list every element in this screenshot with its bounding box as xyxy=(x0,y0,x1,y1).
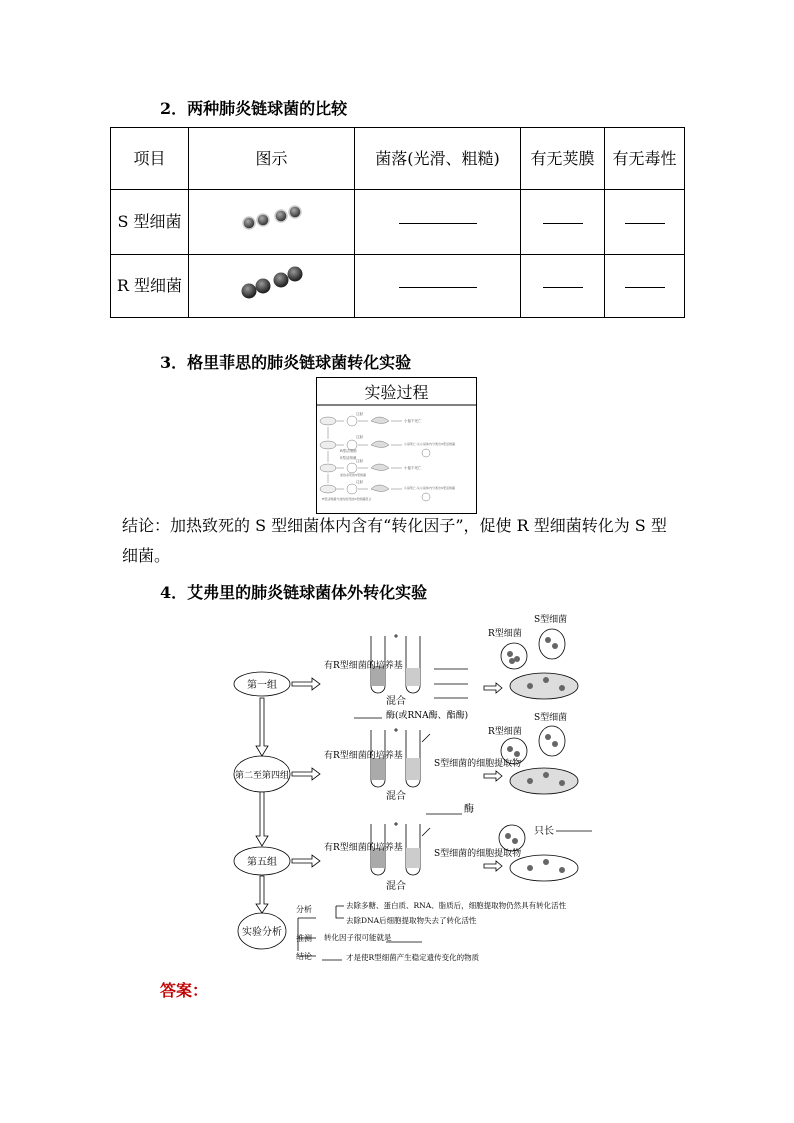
header-colony: 菌落(光滑、粗糙) xyxy=(355,128,521,190)
blank-capsule-r[interactable] xyxy=(521,255,605,318)
blank-capsule-s[interactable] xyxy=(521,190,605,255)
r-bacteria-diagram xyxy=(189,255,355,318)
extract-label-3: S型细菌的细胞提取物 xyxy=(434,849,522,859)
row-label-r: R 型细菌 xyxy=(111,255,189,318)
enzyme-note: 酶(或RNA酶、酯酶) xyxy=(386,711,469,721)
analysis-fenxi: 分析 xyxy=(296,905,312,914)
section-4-title: 4．艾弗里的肺炎链球菌体外转化实验 xyxy=(160,583,428,602)
analysis-line-2: 去除DNA后细胞提取物失去了转化活性 xyxy=(346,916,477,925)
blank-colony-r[interactable] xyxy=(355,255,521,318)
analysis-line-3: 转化因子很可能就是 xyxy=(324,933,392,942)
s-label-2: S型细菌 xyxy=(534,713,568,723)
header-item: 项目 xyxy=(111,128,189,190)
r-label-1: R型细菌 xyxy=(488,629,522,639)
figure-label-8: R型活细菌 xyxy=(340,449,357,453)
r-bacteria-cells xyxy=(237,261,307,301)
avery-experiment-figure xyxy=(226,606,606,970)
figure-label-9: S型活细菌 xyxy=(340,456,357,460)
blank-toxicity-r[interactable] xyxy=(605,255,685,318)
medium-label-2: 有R型细菌的培养基 xyxy=(324,751,403,761)
figure-title: 实验过程 xyxy=(364,383,429,402)
figure-label-10: 加热杀死的S型细菌 xyxy=(340,473,367,477)
section-2-title: 2．两种肺炎链球菌的比较 xyxy=(160,99,348,118)
figure-label-7: 小鼠死亡,从小鼠体内分离出S型活细菌 xyxy=(404,486,456,490)
r-label-2: R型细菌 xyxy=(488,727,522,737)
mix-label-3: 混合 xyxy=(386,881,406,892)
extract-label-2: S型细菌的细胞提取物 xyxy=(434,759,522,769)
table-header-row xyxy=(111,128,685,190)
mix-label-2: 混合 xyxy=(386,791,406,802)
row-label-s: S 型细菌 xyxy=(111,190,189,255)
figure-label-6: 小鼠不死亡 xyxy=(404,466,422,470)
figure-label-0: 注射 xyxy=(356,412,363,416)
s-label-1: S型细菌 xyxy=(534,615,568,625)
header-diagram: 图示 xyxy=(189,128,355,190)
comparison-table xyxy=(110,127,685,318)
figure-label-2: 注射 xyxy=(356,459,363,463)
only-label: 只长 xyxy=(534,826,554,837)
header-toxicity: 有无毒性 xyxy=(605,128,685,190)
group-2-4-label: 第二至第四组 xyxy=(234,771,290,781)
figure-label-5: 小鼠死亡,从小鼠体内分离出S型活细菌 xyxy=(404,442,456,446)
section-3-conclusion: 结论：加热致死的 S 型细菌体内含有“转化因子”，促使 R 型细菌转化为 S 型细菌。 xyxy=(122,516,667,565)
griffith-experiment-figure xyxy=(316,377,477,514)
section-3-title: 3．格里菲思的肺炎链球菌转化实验 xyxy=(160,353,412,372)
analysis-tuice: 推测 xyxy=(296,934,312,943)
analysis-line-1: 去除多糖、蛋白质、RNA、脂质后，细胞提取物仍然具有转化活性 xyxy=(346,901,567,910)
answer-label: 答案： xyxy=(160,981,209,1000)
analysis-line-4: 才是使R型细菌产生稳定遗传变化的物质 xyxy=(346,953,480,962)
figure-label-1: 注射 xyxy=(356,435,363,439)
group-1-label: 第一组 xyxy=(247,680,277,691)
analysis-jielun: 结论 xyxy=(296,952,312,961)
figure-label-3: 注射 xyxy=(356,480,363,484)
enzyme-label: 酶 xyxy=(464,804,474,815)
medium-label-1: 有R型细菌的培养基 xyxy=(324,661,403,671)
s-bacteria-diagram xyxy=(189,190,355,255)
mix-label-1: 混合 xyxy=(386,696,406,707)
medium-label-3: 有R型细菌的培养基 xyxy=(324,843,403,853)
header-capsule: 有无荚膜 xyxy=(521,128,605,190)
blank-colony-s[interactable] xyxy=(355,190,521,255)
table-row-s xyxy=(111,190,685,255)
s-bacteria-cells xyxy=(237,202,307,232)
analysis-node-label: 实验分析 xyxy=(242,927,282,938)
table-row-r xyxy=(111,255,685,318)
blank-toxicity-s[interactable] xyxy=(605,190,685,255)
figure-label-11: R型活细菌与加热致死的S型细菌混合 xyxy=(322,497,372,501)
figure-label-4: 小鼠不死亡 xyxy=(404,419,422,423)
group-5-label: 第五组 xyxy=(247,857,277,868)
